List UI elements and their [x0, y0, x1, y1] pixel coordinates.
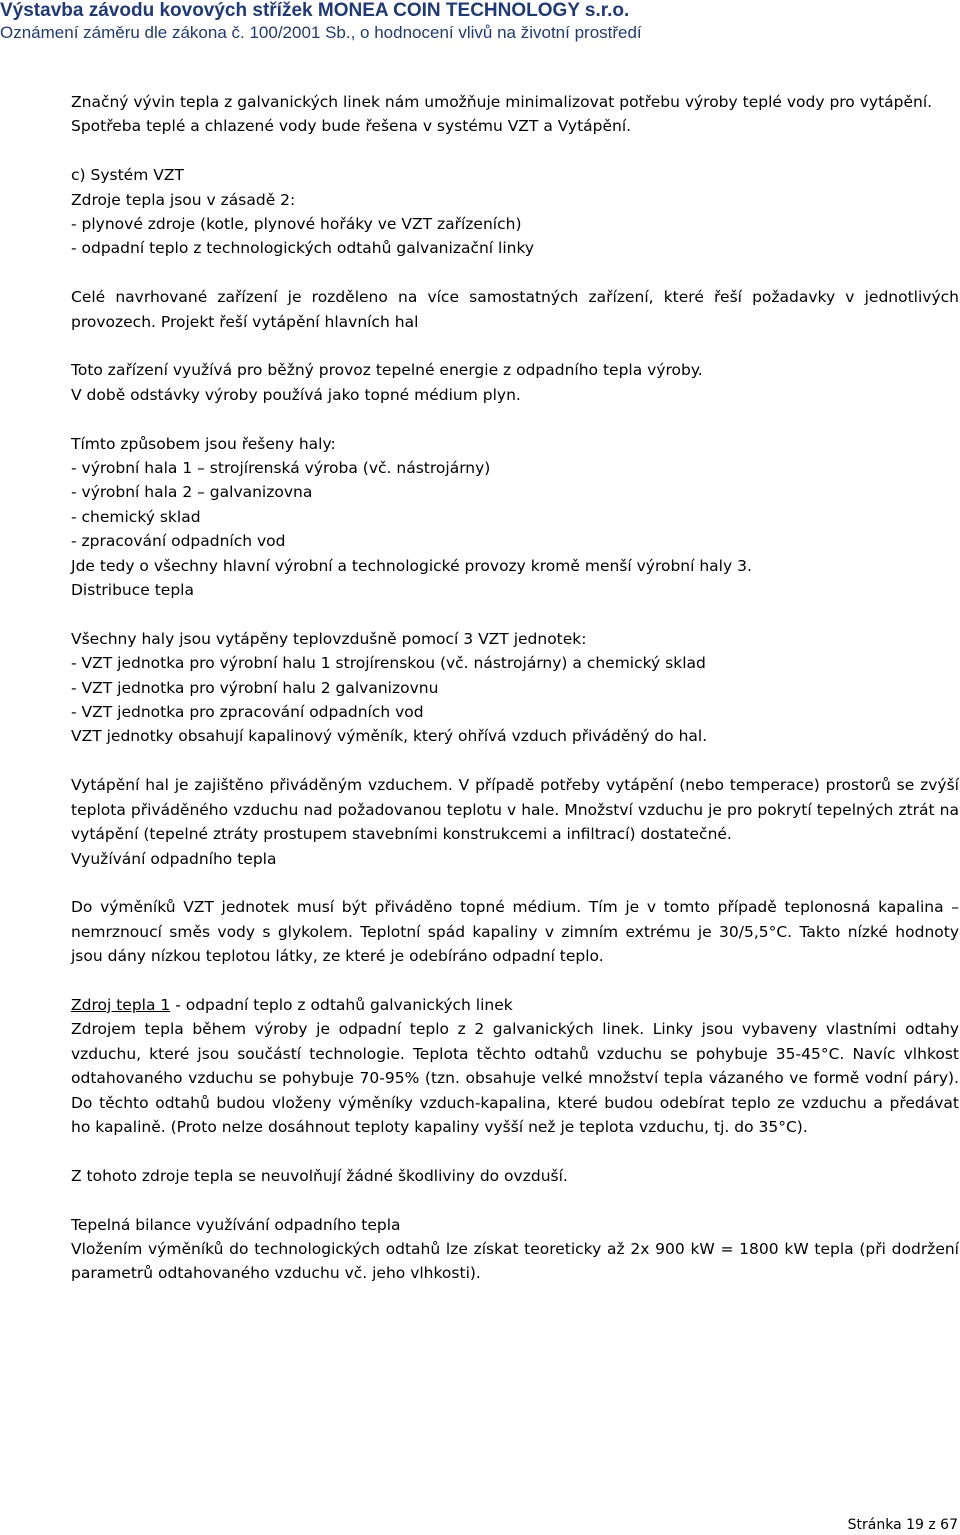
hall-item: - výrobní hala 2 – galvanizovna	[71, 483, 313, 502]
header-subtitle: Oznámení záměru dle zákona č. 100/2001 Sb., o hodnocení vlivů na životní prostředí	[0, 23, 642, 42]
hall-item: - zpracování odpadních vod	[71, 532, 286, 551]
paragraph-heating: Vytápění hal je zajištěno přiváděným vzduchem. V případě potřeby vytápění (nebo temperace) prostorů se zvýší teplota přiváděného vzduchu nad požadovanou teplotu v hale. Množství vzduchu je pro pokrytí tepelných ztrát na vytápění (tepelné ztráty prostupem stavebními konstrukcemi a infiltrací) dostatečné.	[71, 776, 959, 844]
section-heading-heat-balance: Tepelná bilance využívání odpadního tepla	[71, 1215, 401, 1234]
paragraph-heat-medium: Do výměníků VZT jednotek musí být přiváděno topné médium. Tím je v tomto případě teplonosná kapalina – nemrznoucí směs vody s glykolem. Teplotní spád kapaliny v zimním extrému je 30/5,5°C. Takto nízké hodnoty jsou dány nízkou teplotou látky, ze které je odebíráno odpadní teplo.	[71, 898, 959, 966]
paragraph-shutdown: V době odstávky výroby používá jako topné médium plyn.	[71, 385, 521, 404]
heat-source-item: - plynové zdroje (kotle, plynové hořáky ve VZT zařízeních)	[71, 215, 522, 234]
paragraph-water-consumption: Spotřeba teplé a chlazené vody bude řešena v systému VZT a Vytápění.	[71, 117, 632, 136]
paragraph-heat-output: Značný vývin tepla z galvanických linek nám umožňuje minimalizovat potřebu výroby teplé vody pro vytápění.	[71, 93, 933, 111]
section-heading-vzt: c) Systém VZT	[71, 166, 184, 185]
vzt-unit-item: - VZT jednotka pro zpracování odpadních vod	[71, 703, 424, 722]
document-body	[71, 90, 959, 1286]
heat-source-1-label: Zdroj tepla 1	[71, 995, 171, 1014]
paragraph-heat-source-1: Zdrojem tepla během výroby je odpadní teplo z 2 galvanických linek. Linky jsou vybaveny vlastními odtahy vzduchu, které jsou součástí technologie. Teplota těchto odtahů vzduchu se pohybuje 35-45°C. Navíc vlhkost odtahovaného vzduchu se pohybuje 70-95% (tzn. obsahuje velké množství tepla vázaného ve formě vodní páry). Do těchto odtahů budou vloženy výměníky vzduch-kapalina, které budou odebírat teplo ze vzduchu a předávat ho kapalině. (Proto nelze dosáhnout teploty kapaliny vyšší než je teplota vzduchu, tj. do 35°C).	[71, 1020, 959, 1136]
halls-intro: Tímto způsobem jsou řešeny haly:	[71, 434, 336, 453]
paragraph-project-scope: Projekt řeší vytápění hlavních hal	[155, 312, 419, 331]
heat-sources-intro: Zdroje tepla jsou v zásadě 2:	[71, 190, 296, 209]
heat-source-item: - odpadní teplo z technologických odtahů galvanizační linky	[71, 239, 535, 258]
vzt-unit-item: - VZT jednotka pro výrobní halu 2 galvanizovnu	[71, 678, 439, 697]
section-heading-distribution: Distribuce tepla	[71, 581, 194, 600]
paragraph-energy-use: Toto zařízení využívá pro běžný provoz tepelné energie z odpadního tepla výroby.	[71, 361, 703, 380]
paragraph-system-division-text: Celé navrhované zařízení je rozděleno na více samostatných zařízení, které řeší požadavky v jednotlivých provozech.	[71, 288, 959, 331]
paragraph-emissions: Z tohoto zdroje tepla se neuvolňují žádné škodliviny do ovzduší.	[71, 1166, 568, 1185]
heat-source-1-title: - odpadní teplo z odtahů galvanických linek	[170, 995, 513, 1014]
section-heading-heat-source-1	[71, 993, 959, 1017]
hall-item: - výrobní hala 1 – strojírenská výroba (vč. nástrojárny)	[71, 459, 491, 478]
paragraph-system-division	[71, 285, 959, 334]
units-note: VZT jednotky obsahují kapalinový výměník, který ohřívá vzduch přiváděný do hal.	[71, 727, 708, 746]
vzt-unit-item: - VZT jednotka pro výrobní halu 1 strojírenskou (vč. nástrojárny) a chemický sklad	[71, 654, 706, 673]
units-intro: Všechny haly jsou vytápěny teplovzdušně pomocí 3 VZT jednotek:	[71, 629, 587, 648]
paragraph-heat-balance: Vložením výměníků do technologických odtahů lze získat teoreticky až 2x 900 kW = 1800 kW tepla (při dodržení parametrů odtahovaného vzduchu vč. jeho vlhkosti).	[71, 1239, 959, 1283]
page-header	[0, 0, 930, 44]
header-title: Výstavba závodu kovových střížek MONEA COIN TECHNOLOGY s.r.o.	[0, 0, 630, 21]
page-number: Stránka 19 z 67	[847, 1517, 958, 1533]
hall-item: - chemický sklad	[71, 507, 201, 526]
halls-note: Jde tedy o všechny hlavní výrobní a technologické provozy kromě menší výrobní haly 3.	[71, 556, 752, 575]
section-heading-waste-heat: Využívání odpadního tepla	[71, 849, 277, 868]
